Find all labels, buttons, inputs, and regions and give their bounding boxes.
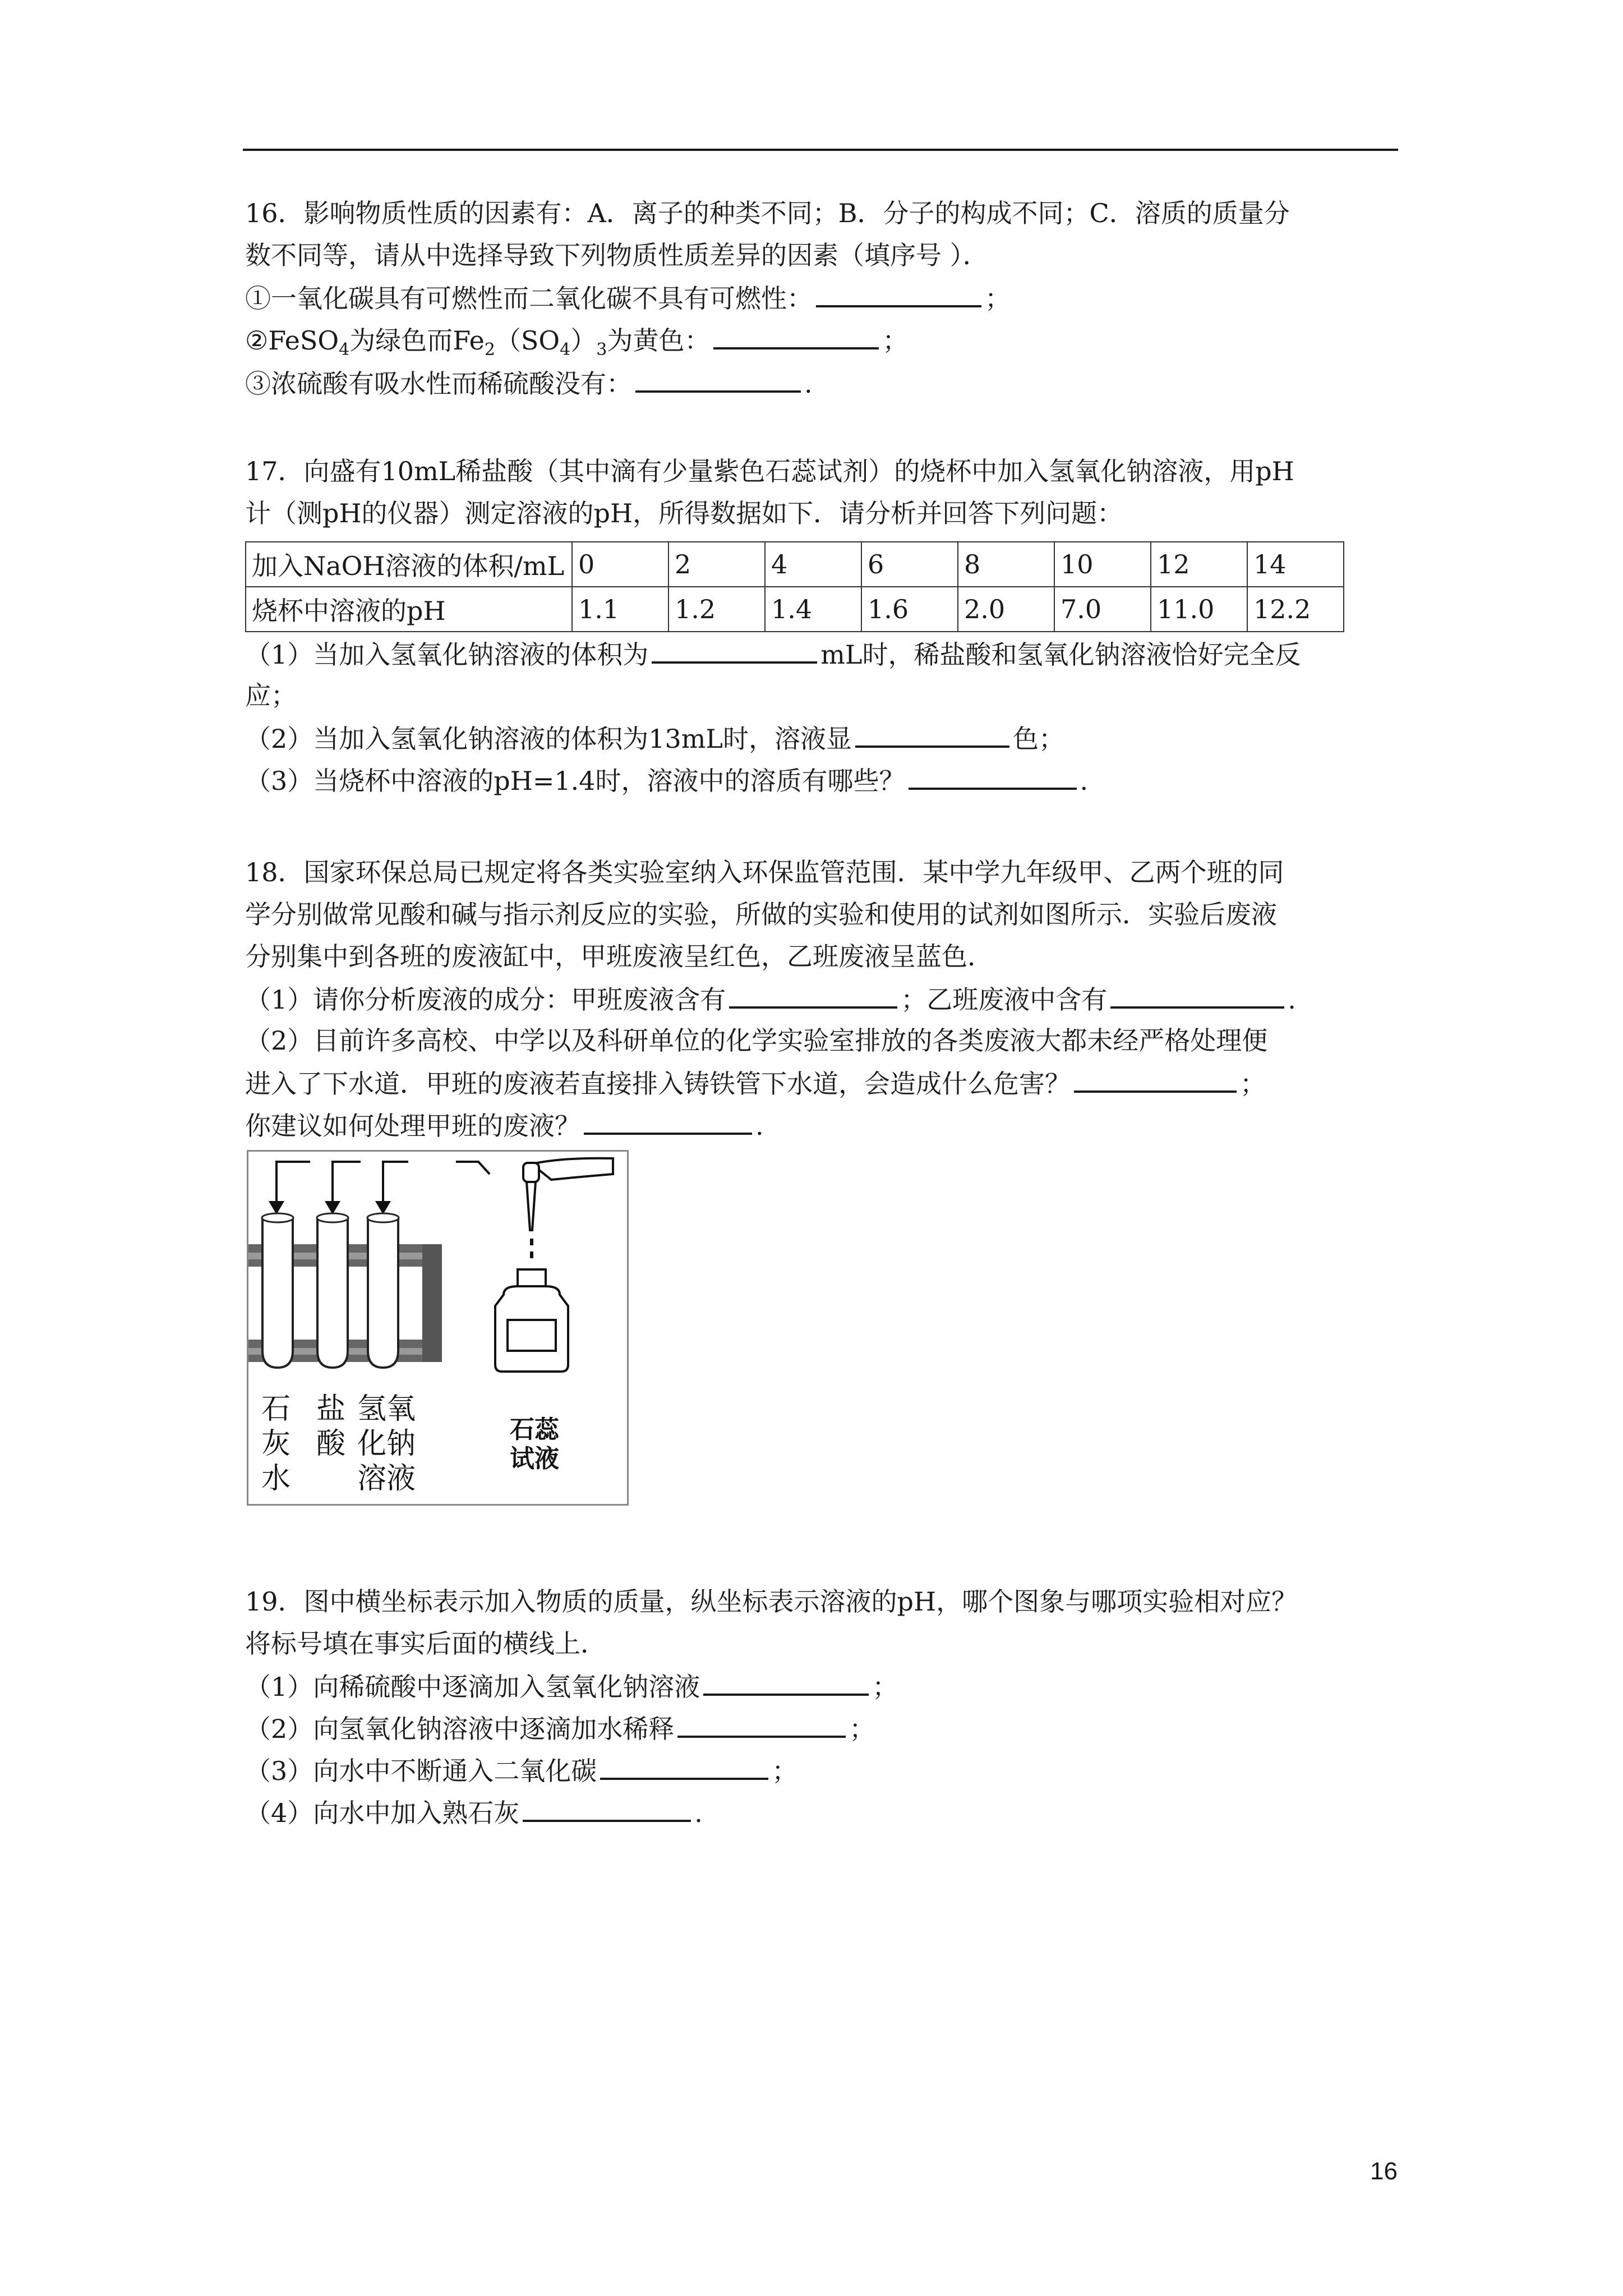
q16-item2-sub1: 4 xyxy=(339,340,350,360)
q19-stem-line1: 19．图中横坐标表示加入物质的质量，纵坐标表示溶液的pH，哪个图象与哪项实验相对应？ xyxy=(245,1586,1298,1617)
q18-answer-blank-2[interactable] xyxy=(1110,982,1284,1009)
q16-item2-text-b: 为绿色而Fe xyxy=(349,325,485,356)
q18-answer-blank-3[interactable] xyxy=(1074,1066,1237,1093)
q19-p2-text: （2）向氢氧化钠溶液中逐滴加水稀释 xyxy=(245,1714,675,1744)
label-hydrochloric-acid xyxy=(311,1392,351,1461)
label-limewater xyxy=(256,1392,296,1496)
label-char: 酸 xyxy=(316,1427,345,1461)
q16-stem-line1: 16．影响物质性质的因素有：A．离子的种类不同；B．分子的构成不同；C．溶质的质量分 xyxy=(245,198,1290,228)
q18-p2-text-e: . xyxy=(755,1111,764,1141)
table-cell: 6 xyxy=(861,542,958,587)
table-cell: 1.6 xyxy=(861,587,958,632)
header-rule xyxy=(243,149,1398,151)
q18-stem-line3: 分别集中到各班的废液缸中，甲班废液呈红色，乙班废液呈蓝色． xyxy=(245,941,993,972)
q18-p2-text-c: ； xyxy=(1240,1069,1266,1099)
ph-data-table xyxy=(245,541,1344,632)
q19-part4 xyxy=(245,1795,703,1830)
q18-answer-blank-1[interactable] xyxy=(729,982,897,1009)
q19-answer-blank-2[interactable] xyxy=(677,1711,846,1738)
table-cell: 2 xyxy=(668,542,765,587)
label-sodium-hydroxide-solution xyxy=(354,1392,419,1496)
q17-stem-line1: 17．向盛有10mL稀盐酸（其中滴有少量紫色石蕊试剂）的烧杯中加入氢氧化钠溶液，用pH xyxy=(245,456,1294,486)
q17-part1-line1 xyxy=(245,637,1301,671)
label-char: 溶液 xyxy=(357,1462,416,1496)
label-char: 灰 xyxy=(261,1427,291,1461)
q18-p1-text-c: . xyxy=(1288,984,1296,1015)
q16-item1-text: ①一氧化碳具有可燃性而二氧化碳不具有可燃性： xyxy=(245,283,813,314)
table-cell: 1.4 xyxy=(765,587,861,632)
table-cell: 8 xyxy=(958,542,1054,587)
table-cell: 14 xyxy=(1247,542,1344,587)
q16-item2-sub3: 4 xyxy=(560,340,571,360)
experiment-figure xyxy=(247,1150,629,1506)
q16-item3 xyxy=(245,366,813,401)
q19-p3-text: （3）向水中不断通入二氧化碳 xyxy=(245,1756,597,1786)
q17-p3-text-a: （3）当烧杯中溶液的pH=1.4时，溶液中的溶质有哪些？ xyxy=(245,766,905,796)
q18-answer-blank-4[interactable] xyxy=(584,1108,752,1135)
q18-stem-line1: 18．国家环保总局已规定将各类实验室纳入环保监管范围．某中学九年级甲、乙两个班的同 xyxy=(245,857,1284,887)
label-char: 盐 xyxy=(316,1392,345,1426)
q18-p1-text-b: ；乙班废液中含有 xyxy=(901,984,1108,1015)
q16-item2-end: ； xyxy=(882,325,909,356)
q16-answer-blank-2[interactable] xyxy=(713,323,879,349)
table-cell: 12 xyxy=(1151,542,1247,587)
q16-item3-end: . xyxy=(804,369,813,399)
q19-p4-end: . xyxy=(694,1798,703,1828)
label-char: 化钠 xyxy=(357,1427,416,1461)
q16-item2-sub2: 2 xyxy=(484,340,495,360)
q16-item2-text-d: ） xyxy=(570,325,597,356)
q18-p1-text-a: （1）请你分析废液的成分：甲班废液含有 xyxy=(245,984,726,1015)
q19-part3 xyxy=(245,1753,797,1788)
label-char: 氢氧 xyxy=(357,1392,416,1426)
q19-p1-end: ； xyxy=(872,1672,898,1702)
q19-p4-text: （4）向水中加入熟石灰 xyxy=(245,1798,520,1828)
q17-answer-blank-2[interactable] xyxy=(855,721,1009,748)
test-tube-rack-illustration xyxy=(248,1152,627,1504)
table-row xyxy=(246,542,1344,587)
table-cell: 11.0 xyxy=(1151,587,1247,632)
q16-item2 xyxy=(245,323,908,367)
q16-answer-blank-3[interactable] xyxy=(635,366,801,393)
q17-p1-text-b: mL时，稀盐酸和氢氧化钠溶液恰好完全反 xyxy=(820,639,1301,670)
q16-item2-text-a: ②FeSO xyxy=(245,325,339,356)
q19-stem-line2: 将标号填在事实后面的横线上． xyxy=(245,1628,606,1659)
q19-p1-text: （1）向稀硫酸中逐滴加入氢氧化钠溶液 xyxy=(245,1672,700,1702)
page-number: 16 xyxy=(1370,2157,1398,2185)
q19-answer-blank-4[interactable] xyxy=(523,1795,691,1822)
q19-answer-blank-1[interactable] xyxy=(703,1669,869,1696)
q18-part2-line1: （2）目前许多高校、中学以及科研单位的化学实验室排放的各类废液大都未经严格处理便 xyxy=(245,1025,1268,1056)
q18-stem-line2: 学分别做常见酸和碱与指示剂反应的实验，所做的实验和使用的试剂如图所示．实验后废液 xyxy=(245,899,1277,930)
table-cell: 0 xyxy=(572,542,668,587)
q19-p2-end: ； xyxy=(849,1714,875,1744)
q18-part1 xyxy=(245,982,1296,1016)
q17-part2 xyxy=(245,721,1064,756)
q16-item1 xyxy=(245,280,1011,315)
q16-item2-text-e: 为黄色： xyxy=(607,325,711,356)
q17-answer-blank-3[interactable] xyxy=(909,763,1077,790)
label-char: 石蕊 xyxy=(510,1415,559,1444)
q18-part2-line3 xyxy=(245,1108,764,1143)
table-cell: 4 xyxy=(765,542,861,587)
q17-answer-blank-1[interactable] xyxy=(652,637,817,664)
q19-part2 xyxy=(245,1711,875,1746)
q16-item3-text: ③浓硫酸有吸水性而稀硫酸没有： xyxy=(245,369,632,399)
q18-p2-text-b: 进入了下水道．甲班的废液若直接排入铸铁管下水道，会造成什么危害？ xyxy=(245,1069,1071,1099)
table-cell: 10 xyxy=(1054,542,1151,587)
q18-p2-text-d: 你建议如何处理甲班的废液？ xyxy=(245,1111,580,1141)
q18-part2-line2 xyxy=(245,1066,1266,1101)
q16-answer-blank-1[interactable] xyxy=(816,280,981,307)
q19-answer-blank-3[interactable] xyxy=(600,1753,768,1780)
q17-part1-line2: 应； xyxy=(245,680,297,711)
q19-part1 xyxy=(245,1669,898,1704)
q17-p1-text-a: （1）当加入氢氧化钠溶液的体积为 xyxy=(245,639,649,670)
table-cell: 7.0 xyxy=(1054,587,1151,632)
q17-p2-text-b: 色； xyxy=(1012,724,1064,754)
table-cell: 1.1 xyxy=(572,587,668,632)
table-cell: 1.2 xyxy=(668,587,765,632)
table-row-header: 烧杯中溶液的pH xyxy=(246,587,572,632)
label-char: 石 xyxy=(261,1392,291,1426)
q17-stem-line2: 计（测pH的仪器）测定溶液的pH，所得数据如下．请分析并回答下列问题： xyxy=(245,498,1123,528)
table-cell: 2.0 xyxy=(958,587,1054,632)
q16-item1-end: ； xyxy=(985,283,1011,314)
q17-part3 xyxy=(245,763,1088,798)
q16-item2-text-c: （SO xyxy=(495,325,560,356)
label-char: 试液 xyxy=(510,1444,559,1473)
table-row xyxy=(246,587,1344,632)
q19-p3-end: ； xyxy=(772,1756,798,1786)
q16-stem-line2: 数不同等，请从中选择导致下列物质性质差异的因素（填序号 ）． xyxy=(245,240,989,270)
label-char: 水 xyxy=(261,1462,291,1496)
label-litmus-solution xyxy=(504,1415,565,1474)
table-row-header: 加入NaOH溶液的体积/mL xyxy=(246,542,572,587)
q16-item2-sub4: 3 xyxy=(596,340,607,360)
q17-p3-text-b: . xyxy=(1080,766,1089,796)
table-cell: 12.2 xyxy=(1247,587,1344,632)
q17-p2-text-a: （2）当加入氢氧化钠溶液的体积为13mL时，溶液显 xyxy=(245,724,852,754)
